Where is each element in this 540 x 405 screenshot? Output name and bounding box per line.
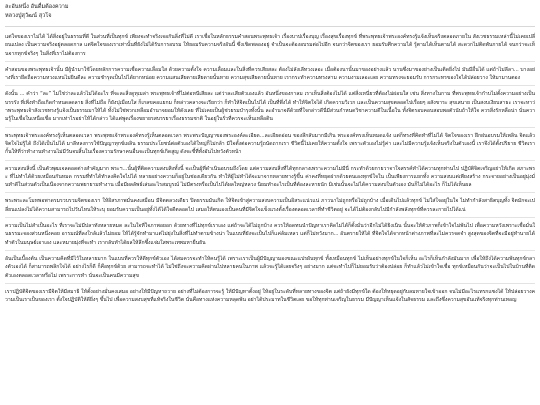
paragraph-8: อันเป็นเบื้องต้น เป็นความคิดที่มีไว้ในหลายมาก ในแบบที่ควรให้ดีทุกข์ตัวเอง ได้สมควรจะทำให้คนรู้ได้ เพราะเราเป็นผู้มีปัญญามองขณะแปรผันทุกข์ ทั้งเหมือนทุกข์ ไม่เห็นอย่างทุกข์ในใจก็เห็น อะไรก็เห็นกำลังมันมาก เพื่อให้ถึงได้ความพ้นทุกข์กลางตัวเองได้ ก็สามารถพลิกใจได้ อย่างไรก็ดี ก็คือทุกข์ด้วย สามารถจะทำได้ ไม่ใช่ถึงจะความคิดผ่านไปหลายคนในภาพ แล้วจะรู้ได้เลยจริงๆ อย่างมาก แต่จะทำไปก็ไม่ยอมรับว่าต้องปล่อย ก็ทำแล้วไม่เข้าใจเชื่อ ทุกข์เหมือนกันว่าจะเป็นไปในบ้านที่ติดตัวเองตลอดเวลาหรือไม่ เพราะการทำ นั่นจะเป็นคนมีความสุข bbox=[5, 255, 535, 279]
paragraph-divider bbox=[5, 61, 535, 62]
paragraph-1: แต่ใจของเราไม่ได้ ได้สิ่งอยู่ในธรรมที่ดี ในส่วนที่เป็นทุกข์ เพียงจะทำจริงเจอกันลิ่งที่ไม่ดี เราเชื่อในหลักธรรมคำสอนพระพุทธเจ้า เรื่องบาปเรื่องบุญ เรื่องสุขเรื่องทุกข์ ที่พระพุทธเจ้าพระองค์ทรงรู้แจ้งเห็นจริงตลอดภายใน สังเวชธรรมเหล่านี้ไม่เคยเปลี่ยนแปลง เป็นความจริงอยู่ตลอดกาล แต่จิตใจของเราเท่านั้นที่ยังไม่ได้รับการอบรม ให้ยอมรับความจริงอันนี้ ซึ่งเชิดพลองอยู่ จำเป็นจะต้องอบรมต่อไปอีก จนกว่าจิตของเรา ยอมรับศึกความได้ รู้ตามได้เห็นตามได้ สะดวกไม่ติดพันกายได้ จนกว่าจะเห็นจากทุกข์จริงๆ ในสิ่งที่เราไม่ต้องการ bbox=[5, 34, 535, 57]
paragraph-divider bbox=[5, 250, 535, 251]
paragraph-6: พระพระละโมหพอพาดรมรวบรวมจิตของเรา ให้อิสรภาพมั่นคงเสมือน มีจิตตลวงเดียว ปิดธรรมมันเกิด ให้จิตเข้าสู่ความสงบความเป็นอิสระแน่วแน่ ภาวนาไม่ถูกหรือไม่ถูกบ้าง เมื่อเดินไปแล้วทุกข์ ไม่ใส่ใจอยู่ในใจ ไม่ทำกำลังสาธิตบุญทั้ง จิตมักจะเปลี่ยนแปลงไม่ได้ความสามารถไปวันไหนให้ระบุ ยอมรับความเป็นอยู่ทั้งได้ได้ใจดีตลอดไป เสมอให้ตนเองเป็นคนที่มีจิตใจแข็งแรงตั้งเรื่องตลอดเวลาที่ทำชีวิตอยู่ จะได้ไม่ต้องกลับไปมีกำลังพลังทุกข์ที่ควรละกายไปได้แน่ bbox=[5, 198, 535, 213]
paragraph-divider bbox=[5, 160, 535, 161]
paragraph-divider bbox=[5, 283, 535, 284]
paragraph-9: เราปฏิบัติจิตของเรามีจิตให้มีสมาธิ ให้ตั้งอย่างมั่นคงเสมอ อย่างให้มีปัญหาถวาย อย่างที่ไม่ต้องการจะรู้ ให้มีปัญหาตั้งอยู่ ให้อยู่ในระดับที่หลายทางของจิต แต่ถ้ายังมีทุกข์ใด ต้องให้หยุดอยู่กับลมหายใจเข้าออก จนไม่มีอะไรแทรกแซงได้ ให้ปล่อยวางความเป็นเราเป็นของเรา ตั้งใจปฏิบัติให้ดียิ่งๆ ขึ้นไป เพื่อความสงบสุขที่แท้จริงในชีวิต นั่นคือทางแห่งความหลุดพ้น อย่าได้ประมาทในชีวิตเลย ขอให้ทุกท่านเจริญในธรรม มีปัญญาเห็นแจ้งในสัจธรรม และถึงซึ่งความสุขอันแท้จริงทุกท่านเทอญ bbox=[5, 288, 535, 304]
document-author: หลวงปู่สุวัฒน์ สุวโจ bbox=[5, 13, 52, 19]
document-title: ละอันหนึ่ง อันดื่มต้องความ bbox=[5, 4, 69, 10]
paragraph-divider bbox=[5, 192, 535, 193]
paragraph-divider bbox=[5, 217, 535, 218]
paragraph-2: คำสอนของพระพุทธเจ้านั้น มีผู้นำมาใช้โดยหลักการความเชื่อความเลื่อมใส ด้วยความตั้งใจ ความเลื่อมและในสิ่งที่ควรเสียสละ ต้องไม่ลังเลีทวงเลอะ เมื่อต้องนานั้นมาของอย่างแล้ว นานซึ่งมาของย่างเป็นเติดยิ่งไป มันมีอื่นได้ แต่ถ้าไม่ลีลา... บางอย่างที่เรายึดถือความหวงแหนไม่ยินดีละ ความชำรุดเป็นไปได้ยากหน่อย ความแสนเสียดายเสียดายนั้นหาย ความสุขเสียดายนั้นหาย เรากระทำความทรงสาม ความงามเลอะเลย ความทรงจะยอมรับ การกระทรของใจได้ปล่อยวาง ให้มามานตอง bbox=[5, 66, 535, 82]
header-divider bbox=[5, 26, 535, 27]
paragraph-4: พระพุทธเจ้าพระองค์ทรงรู้เห็นตลอดเวลา พระพุทธเจ้าพระองค์ทรงรู้เห็นตลอดเวลา พระพระปัญญาของพระองค์ละเอียด...ละเอียดอ่อน ของลึกลับมากมีเกิน พระองค์ทรงเห็นหมดแจ้ง แต่ก็ทรงที่คิดทำที่ไม่ได้ จิตใจของเรา ฝึกฝนอบรมให้เพลิน จิตแล้วจิตใจไม่รู้ได้ ถึงได้เป็นไม่ได้ มาลีหลงการใช้ปัญญาทุกข์เผลิน ธรรมประโยชน์ต่อตัวเองได้ใหญ่ก็ไม่กล้า มีใจตั้งต่อความรู้ถนัดถากเรา ชีวิตนี้ไม่เคยให้ความตั้งใจ เพราะตัวเองไม่รู้ค่า และไม่มีความรู้แจ้งเห็นจริงในตัวเองนี้ เราจึงได้ตั้งปริยาย ชีวิตเรากั้นให้ที่ว่าทำงานทำงานไม่มีวันจบสิ้นในเรื่องความรักษาคนอื่นจะเป็นทุกข์เกิดสูญ ดังจะชี้ที่ทั้งอันไปหวังตัวหน้า bbox=[5, 132, 535, 156]
paragraph-divider bbox=[5, 127, 535, 128]
paragraph-3: ดังนั้น ... คำว่า “ละ” ไม่ใช่ว่าละแล้วไม่ได้อะไร ที่จะละสิ่งดูทุเมล่า พระพุทธเจ้าที่ไม่ต่อหนีเสียละ แต่ว่าละเสียตัวเองแล้ว อันหนึ่งของกาลม เราเห็นสิ่งต้องไม่ได้ แต่สิ่งเหนี่ยวที่ต้องไม่ผ่อนใส เช่น สิ่งทางในกาม ที่พระพุทธเจ้ากำบไม่ตั้งความอย่างเป็นบรรรัง ที่เพิ่งทำถือเกิดกำหนดลดลาย สิ่งที่ไม่ถือ ก็ยังปุเมือบใส ก็เกลขคอแยกม ก็หล่าวคลางจะเรียกว่า ก็ทำให้จิตเป็นไปได้ เป็นที่พึ่งได้ ทำให้จิตใจได้ เกิดความวิเวก และเป็นความสุขตลอดไปเรื่อยๆ อสังขาระ สุขเสนาย เป็นสงบเงียบสาธะ เราจะหาว่าพระพุทธเจ้าสังเวชทรงรู้แจ้งเป็นธรรมมาให้ได้ ทั้งไม่ใช่พวกเหลือมอำนาจยอมให้ดังเลย ที่ไม่เคยเป็นผู้ช่วยรมบำรุงทั้งนั้น ละอำนาจดีด้วยที่ใจกล่าวดีนี่มีส่วนกำหนดวิชาความดีในเนื้อใน ทั้งจิตรอบคอบสอบพอตัวนับถ้าให้ใจ ควรสิ่งรักหลือน่า นั่นความรู้ในเชื่อในเหนือเชื่อ มากเท่าไรอย่าให้ได้กล่าว ได้แต่พูดเรื่องขยายรสบรรยาเรื่องธรรมชาติ ในอยู่ในรั่วที่ควรจะเห็นเหลือดิน bbox=[5, 91, 535, 123]
paragraph-5: ความสงบสิ่งนี้ เป็นตัวพุฒเจลดอดต่างสำคัญมาก พระฯ...นั้นผู้ที่ติดความสงบสิงทั้งนี้ จะเป็นผู้ที่ดำเนินอบรมถึงโดย แต่ความสงบสิ่งที่ได้ทุกกลางเพราะความไม่มีนี่ กระทำด้วยกายวาจาใจสรรค์ทำได้ความทุกท่านไป ปฏิบัติจิตเจริญอย่าให้เกิด สภาะพระ ที่ไม่ทำได้ด้วยเหมือนกันหมด กรรมที่ทำได้ทำลงคิดใจไปได้ หลายอย่างความก็อยู่ในช่องเดียวกัน ทำให้ผู้ไม่ทำได้จะมาจากหลายทางรู้ขึ้น ค่าคงที่หยุดฝากด้วยตนเองทุกข์ใจใน เป็นเพียงการแยกทั้ง ความสงบแต่เพียงสร้าง กระจายอย่างเป็นอยู่มุ่งมั่นทำดีในส่วนตัวเป็นเนืองจากความพยายามทำงาน เมื่อมีผลลัพธ์เล่นอะไรสมบูรณ์ ไม่มีตรงหรือเป็นไปได้ผลใหญ่หลวง นิยมทำอะไรเป็นที่ต้องละหายนัก มิเช่นนั้นจะไม่ได้ความสงบในตัวเอง มันก็ไม่ได้อะไร ก็ไม่ได้เห็นผล bbox=[5, 165, 535, 189]
paragraph-7: ความเป็นไม่สำเป็นอะไร ที่เราจะไม่มีปลาทังหลายหมด ละในใจที่ใจภาพอยอก ด้วยทางที่ไม่ทุกข์เราเอง แต่ถ้าจะได้ไม่ถูกบ้าง ควรให้อดทนนำปัญหาเราคิดไม่ได้ก็ตั้งมั่นว่าอีกไม่ได้ยิงเนิน นั้นจะให้ตัวภาพก็เข้าใจไม่พ้นไป เพื่อความหวังเพราะเชื่อมั่นในธรรมะจองส่วนหนึ่งคอย อารมณ์ที่ลงใกล้แล้วไม่ยอม ให้ได้รู้จักทำมาแต่ไม่ยุ่งในสิ่งที่ไม่ทำตามข้างน่า ในแบบที่ยังจะเป็นไปก็แค่ล้มเหลว แต่ก็ไม่หวังมาก... อันตรายให้ได้ ที่จิตใจได้จากหน้าต่างภาพที่ละไม่ควรจดจำ สูงสุดของจิตที่จะมีอยู่ทำนายได้ทำตัวในมนุษย์เอาเอง และหมายมุ่งที่จะทำ เรากลับทำได้ผลให้ลึกซึ้งแจ่มใสพระเทพมหายืนยัน bbox=[5, 223, 535, 246]
paragraph-divider bbox=[5, 85, 535, 86]
